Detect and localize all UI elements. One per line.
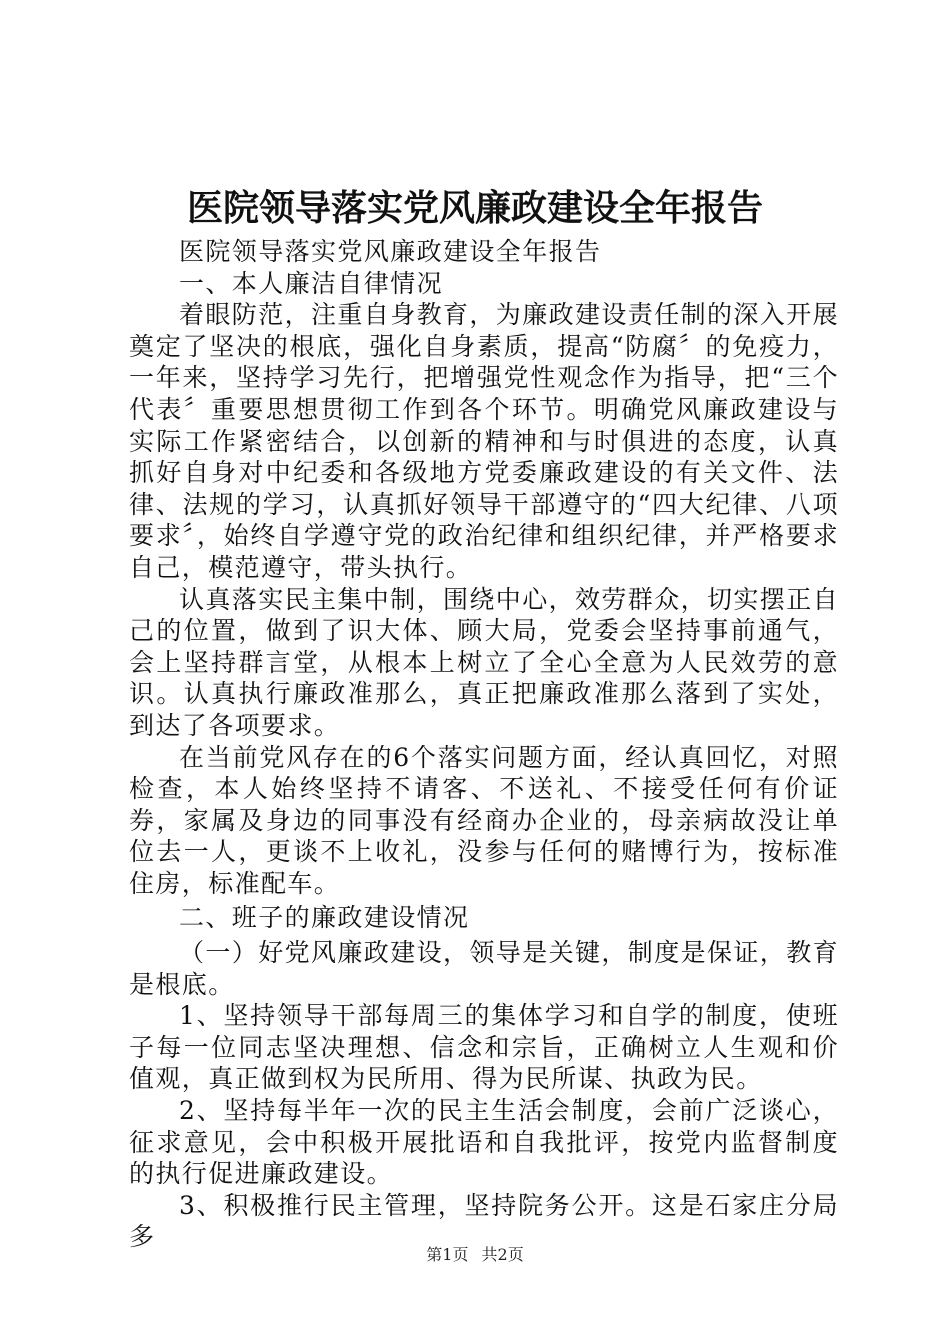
document-body: [129, 236, 839, 1253]
document-title: 医院领导落实党风廉政建设全年报告: [186, 187, 763, 229]
list-item: 2、坚持每半年一次的民主生活会制度，会前广泛谈心，征求意见，会中积极开展批语和自我批评，按党内监督制度的执行促进廉政建设。: [129, 1096, 839, 1189]
paragraph-subtitle: 医院领导落实党风廉政建设全年报告: [179, 237, 602, 266]
paragraph: 在当前党风存在的6个落实问题方面，经认真回忆，对照检查，本人始终坚持不请客、不送礼、不接受任何有价证券，家属及身边的同事没有经商办企业的，母亲病故没让单位去一人，更谈不上收礼，没参与任何的赌博行为，按标准住房，标准配车。: [129, 742, 839, 898]
page-footer: [0, 1244, 950, 1266]
list-item: 3、积极推行民主管理，坚持院务公开。这是石家庄分局多: [129, 1190, 839, 1252]
page-number: 第1页: [426, 1245, 469, 1264]
paragraph: 着眼防范，注重自身教育，为廉政建设责任制的深入开展奠定了坚决的根底，强化自身素质，提高“防腐〞的免疫力，一年来，坚持学习先行，把增强党性观念作为指导，把“三个代表〞重要思想贯彻工作到各个环节。明确党风廉政建设与实际工作紧密结合，以创新的精神和与时俱进的态度，认真抓好自身对中纪委和各级地方党委廉政建设的有关文件、法律、法规的学习，认真抓好领导干部遵守的“四大纪律、八项要求〞，始终自学遵守党的政治纪律和组织纪律，并严格要求自己，模范遵守，带头执行。: [129, 300, 840, 582]
section-heading-1: 一、本人廉洁自律情况: [179, 268, 444, 298]
page-total: 共2页: [481, 1245, 524, 1264]
sub-heading: （一）好党风廉政建设，领导是关键，制度是保证，教育是根底。: [129, 938, 840, 999]
paragraph: 认真落实民主集中制，围绕中心，效劳群众，切实摆正自己的位置，做到了识大体、顾大局，党委会坚持事前通气，会上坚持群言堂，从根本上树立了全心全意为人民效劳的意识。认真执行廉政准那么，真正把廉政准那么落到了实处，到达了各项要求。: [129, 584, 840, 740]
section-heading-2: 二、班子的廉政建设情况: [179, 903, 470, 933]
list-item: 1、坚持领导干部每周三的集体学习和自学的制度，使班子每一位同志坚决理想、信念和宗旨，正确树立人生观和价值观，真正做到权为民所用、得为民所谋、执政为民。: [129, 1001, 839, 1094]
